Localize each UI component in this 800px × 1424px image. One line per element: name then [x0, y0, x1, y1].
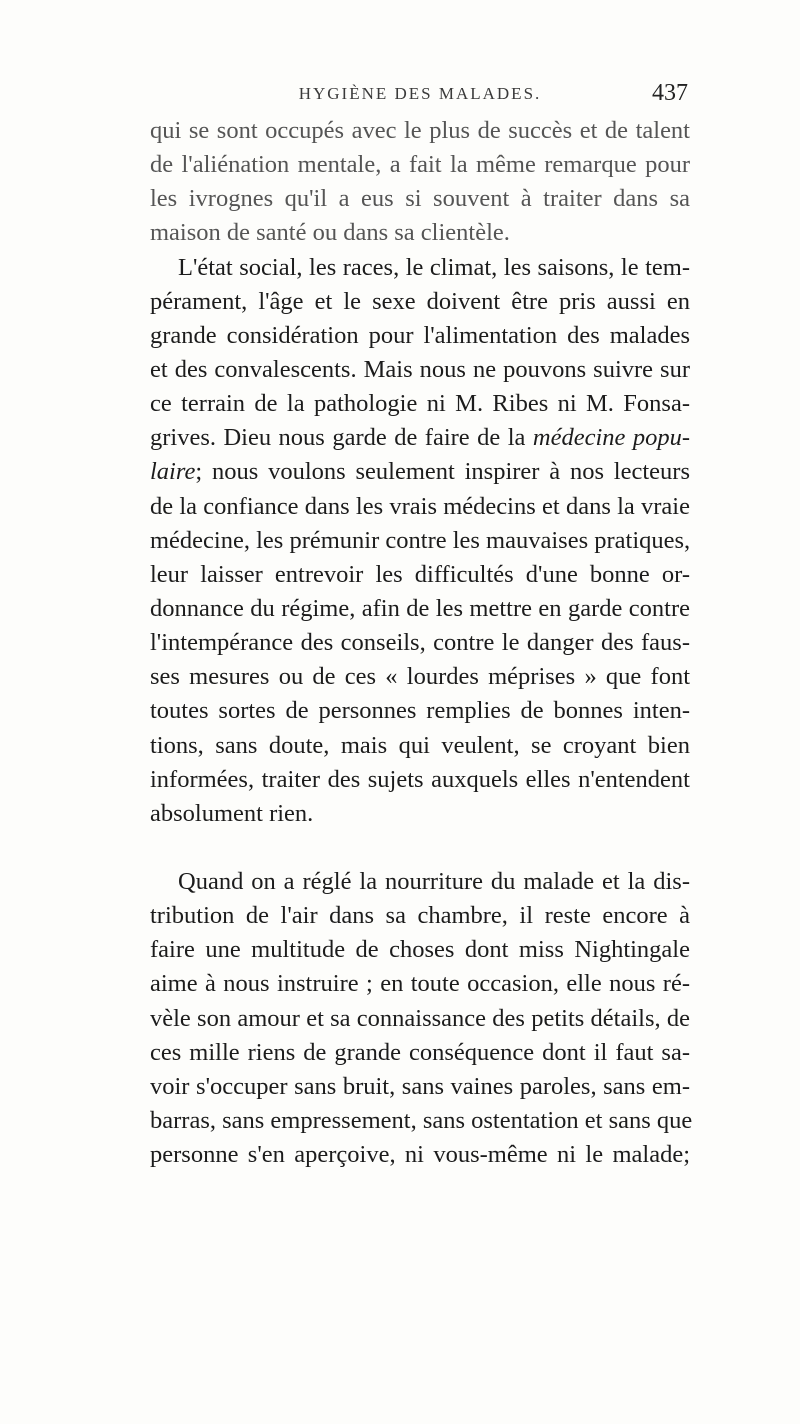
text-line: absolument rien.	[150, 799, 314, 827]
text-line: faire une multitude de choses dont miss Nightingale	[150, 936, 690, 964]
text-segment: grives. Dieu nous garde de faire de la	[150, 424, 533, 452]
text-line: ses mesures ou de ces « lourdes méprises » que font	[150, 663, 690, 691]
text-line: l'intempérance des conseils, contre le danger des faus-	[150, 629, 690, 657]
text-line: maison de santé ou dans sa clientèle.	[150, 219, 510, 247]
paragraph-2	[150, 251, 690, 831]
paragraph-3	[150, 865, 693, 1172]
page-number: 437	[652, 80, 688, 106]
text-line: voir s'occuper sans bruit, sans vaines paroles, sans em-	[150, 1072, 690, 1100]
running-title: HYGIÈNE DES MALADES.	[298, 84, 542, 103]
text-line: et des convalescents. Mais nous ne pouvons suivre sur	[150, 355, 690, 383]
text-line: qui se sont occupés avec le plus de succès et de talent	[150, 117, 690, 144]
text-line: donnance du régime, afin de les mettre en garde contre	[150, 594, 690, 622]
text-line: leur laisser entrevoir les difficultés d'une bonne or-	[150, 560, 690, 588]
text-line: ces mille riens de grande conséquence dont il faut sa-	[150, 1038, 690, 1066]
text-line: grande considération pour l'alimentation des malades	[150, 321, 690, 349]
text-line: de l'aliénation mentale, a fait la même remarque pour	[150, 151, 690, 179]
text-line: tions, sans doute, mais qui veulent, se croyant bien	[150, 731, 690, 759]
text-line: ce terrain de la pathologie ni M. Ribes ni M. Fonsa-	[150, 390, 690, 418]
paragraph-1	[150, 114, 690, 251]
text-line: tribution de l'air dans sa chambre, il reste encore à	[150, 902, 690, 930]
text-line: aime à nous instruire ; en toute occasion, elle nous ré-	[150, 970, 690, 998]
text-line: informées, traiter des sujets auxquels elles n'entendent	[150, 765, 690, 793]
text-line: toutes sortes de personnes remplies de bonnes inten-	[150, 697, 690, 725]
text-line	[150, 455, 690, 489]
text-line: pérament, l'âge et le sexe doivent être pris aussi en	[150, 287, 690, 315]
text-line: de la confiance dans les vrais médecins et dans la vraie	[150, 492, 690, 520]
text-line: les ivrognes qu'il a eus si souvent à traiter dans sa	[150, 185, 690, 213]
text-line-mixed	[150, 421, 690, 455]
italic-term: médecine popu-	[532, 424, 690, 452]
text-line: vèle son amour et sa connaissance des petits détails, de	[150, 1004, 690, 1032]
running-head	[152, 80, 688, 110]
text-line: L'état social, les races, le climat, les saisons, le tem-	[178, 253, 690, 281]
text-line: Quand on a réglé la nourriture du malade et la dis-	[178, 867, 690, 895]
body-text	[150, 114, 693, 1172]
italic-term: laire	[150, 458, 196, 486]
text-line: médecine, les prémunir contre les mauvaises pratiques,	[150, 526, 691, 554]
paragraph-gap	[150, 831, 690, 865]
text-segment: ; nous voulons seulement inspirer à nos lecteurs	[195, 458, 690, 486]
text-line: barras, sans empressement, sans ostentation et sans que	[150, 1106, 693, 1134]
text-line: personne s'en aperçoive, ni vous-même ni le malade;	[150, 1141, 690, 1169]
